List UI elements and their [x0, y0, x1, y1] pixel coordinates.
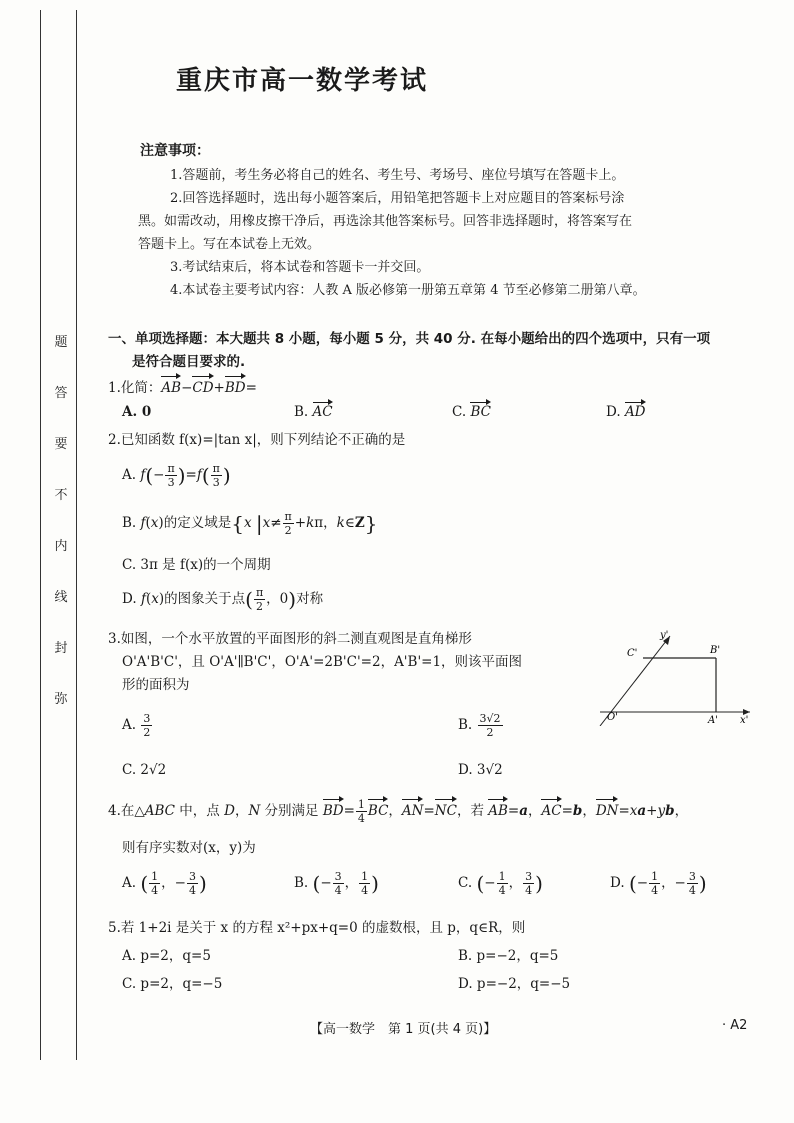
q4-option-b: B. (− $\frac{3}{4}$ ， $\frac{1}{4}$ )	[294, 870, 379, 897]
q4-option-c: C. (− $\frac{1}{4}$ ， $\frac{3}{4}$ )	[458, 870, 543, 897]
question-2: 2.已知函数 f(x)=|tan x|，则下列结论不正确的是	[108, 432, 406, 448]
section-line: 是符合题目要求的.	[132, 354, 246, 370]
seal-char: 答	[54, 386, 68, 401]
trapezoid-figure	[590, 626, 755, 726]
q2-option-d: D. f(x)的图象关于点( $\frac{\pi}{2}$ ，0)对称	[122, 586, 324, 613]
notice-item: 2.回答选择题时，选出每小题答案后，用铅笔把答题卡上对应题目的答案标号涂	[170, 191, 625, 206]
section-heading	[108, 328, 748, 374]
seal-warning	[50, 332, 72, 740]
question-4: 4.在△ABC 中，点 D，N 分别满足 BD= $\frac{1}{4}$ BC，AN=NC，若 AB=a，AC=b，DN=xa+yb，	[108, 798, 689, 825]
label-x: x'	[740, 715, 749, 726]
question-1: 1.化简：AB−CD+BD=	[108, 380, 257, 396]
seal-char: 内	[54, 539, 68, 554]
q2-option-a: A. f(− $\frac{\pi}{3}$ )=f( $\frac{\pi}{3}$ )	[122, 462, 231, 489]
q3-option-a: A. $\frac{3}{2}$	[122, 712, 151, 739]
seal-char: 弥	[54, 692, 68, 707]
q1-option-d: D. AD	[606, 404, 646, 420]
seal-char: 封	[54, 641, 68, 656]
q4-option-a: A. ( $\frac{1}{4}$ ，− $\frac{3}{4}$ )	[122, 870, 207, 897]
q2-option-b: B. f(x)的定义域是{x |x≠ $\frac{\pi}{2}$ +kπ，k∈Z}	[122, 510, 378, 537]
page-title: 重庆市高一数学考试	[176, 66, 429, 96]
label-b: B'	[710, 645, 721, 656]
q1-stem: 1.化简：	[108, 380, 162, 396]
page-footer: 【高一数学 第 1 页(共 4 页)】	[310, 1022, 497, 1037]
label-c: C'	[627, 648, 638, 659]
q1-option-c: C. BC	[452, 404, 491, 420]
binding-line	[40, 10, 41, 1060]
label-y: y'	[660, 630, 669, 641]
q5-option-b: B. p=−2，q=5	[458, 948, 559, 964]
seal-char: 不	[54, 488, 68, 503]
seal-char: 题	[54, 335, 68, 350]
notice-item: 3.考试结束后，将本试卷和答题卡一并交回。	[170, 260, 430, 275]
binding-line	[76, 10, 77, 1060]
q1-option-a: A. 0	[122, 404, 152, 420]
question-3	[108, 628, 588, 697]
notice-heading: 注意事项：	[140, 143, 210, 159]
notice-item: 黑。如需改动，用橡皮擦干净后，再选涂其他答案标号。回答非选择题时，将答案写在	[138, 214, 633, 229]
seal-char: 要	[54, 437, 68, 452]
seal-char: 线	[54, 590, 68, 605]
q5-option-c: C. p=2，q=−5	[122, 976, 223, 992]
q5-option-a: A. p=2，q=5	[122, 948, 211, 964]
q4-stem-line: 则有序实数对(x，y)为	[122, 840, 256, 856]
q1-option-b: B. AC	[294, 404, 333, 420]
q3-option-c: C. 2√2	[122, 762, 167, 778]
notice-item: 答题卡上。写在本试卷上无效。	[138, 237, 321, 252]
notice-list	[138, 164, 748, 302]
binding-margin	[0, 0, 96, 1123]
section-line: 一、单项选择题：本大题共 8 小题，每小题 5 分，共 40 分. 在每小题给出的四个选项中，只有一项	[108, 331, 711, 347]
label-o: O'	[607, 712, 618, 723]
notice-item: 4.本试卷主要考试内容：人教 A 版必修第一册第五章第 4 节至必修第二册第八章。	[170, 283, 646, 298]
q4-option-d: D. (− $\frac{1}{4}$ ，− $\frac{3}{4}$ )	[610, 870, 707, 897]
label-a: A'	[708, 715, 718, 726]
notice-item: 1.答题前，考生务必将自己的姓名、考生号、考场号、座位号填写在答题卡上。	[170, 168, 625, 183]
q3-option-b: B. $\frac{3√2}{2}$	[458, 712, 501, 739]
paper-code: · A2	[722, 1018, 748, 1033]
q3-stem-line: 3.如图，一个水平放置的平面图形的斜二测直观图是直角梯形	[108, 631, 472, 647]
q2-option-c: C. 3π 是 f(x)的一个周期	[122, 557, 271, 573]
question-5: 5.若 1+2i 是关于 x 的方程 x²+px+q=0 的虚数根，且 p，q∈R，则	[108, 920, 526, 936]
q3-stem-line: O'A'B'C'，且 O'A'∥B'C'，O'A'=2B'C'=2，A'B'=1，则该平面图	[122, 654, 523, 670]
q5-option-d: D. p=−2，q=−5	[458, 976, 571, 992]
q3-option-d: D. 3√2	[458, 762, 503, 778]
q3-stem-line: 形的面积为	[122, 677, 190, 693]
